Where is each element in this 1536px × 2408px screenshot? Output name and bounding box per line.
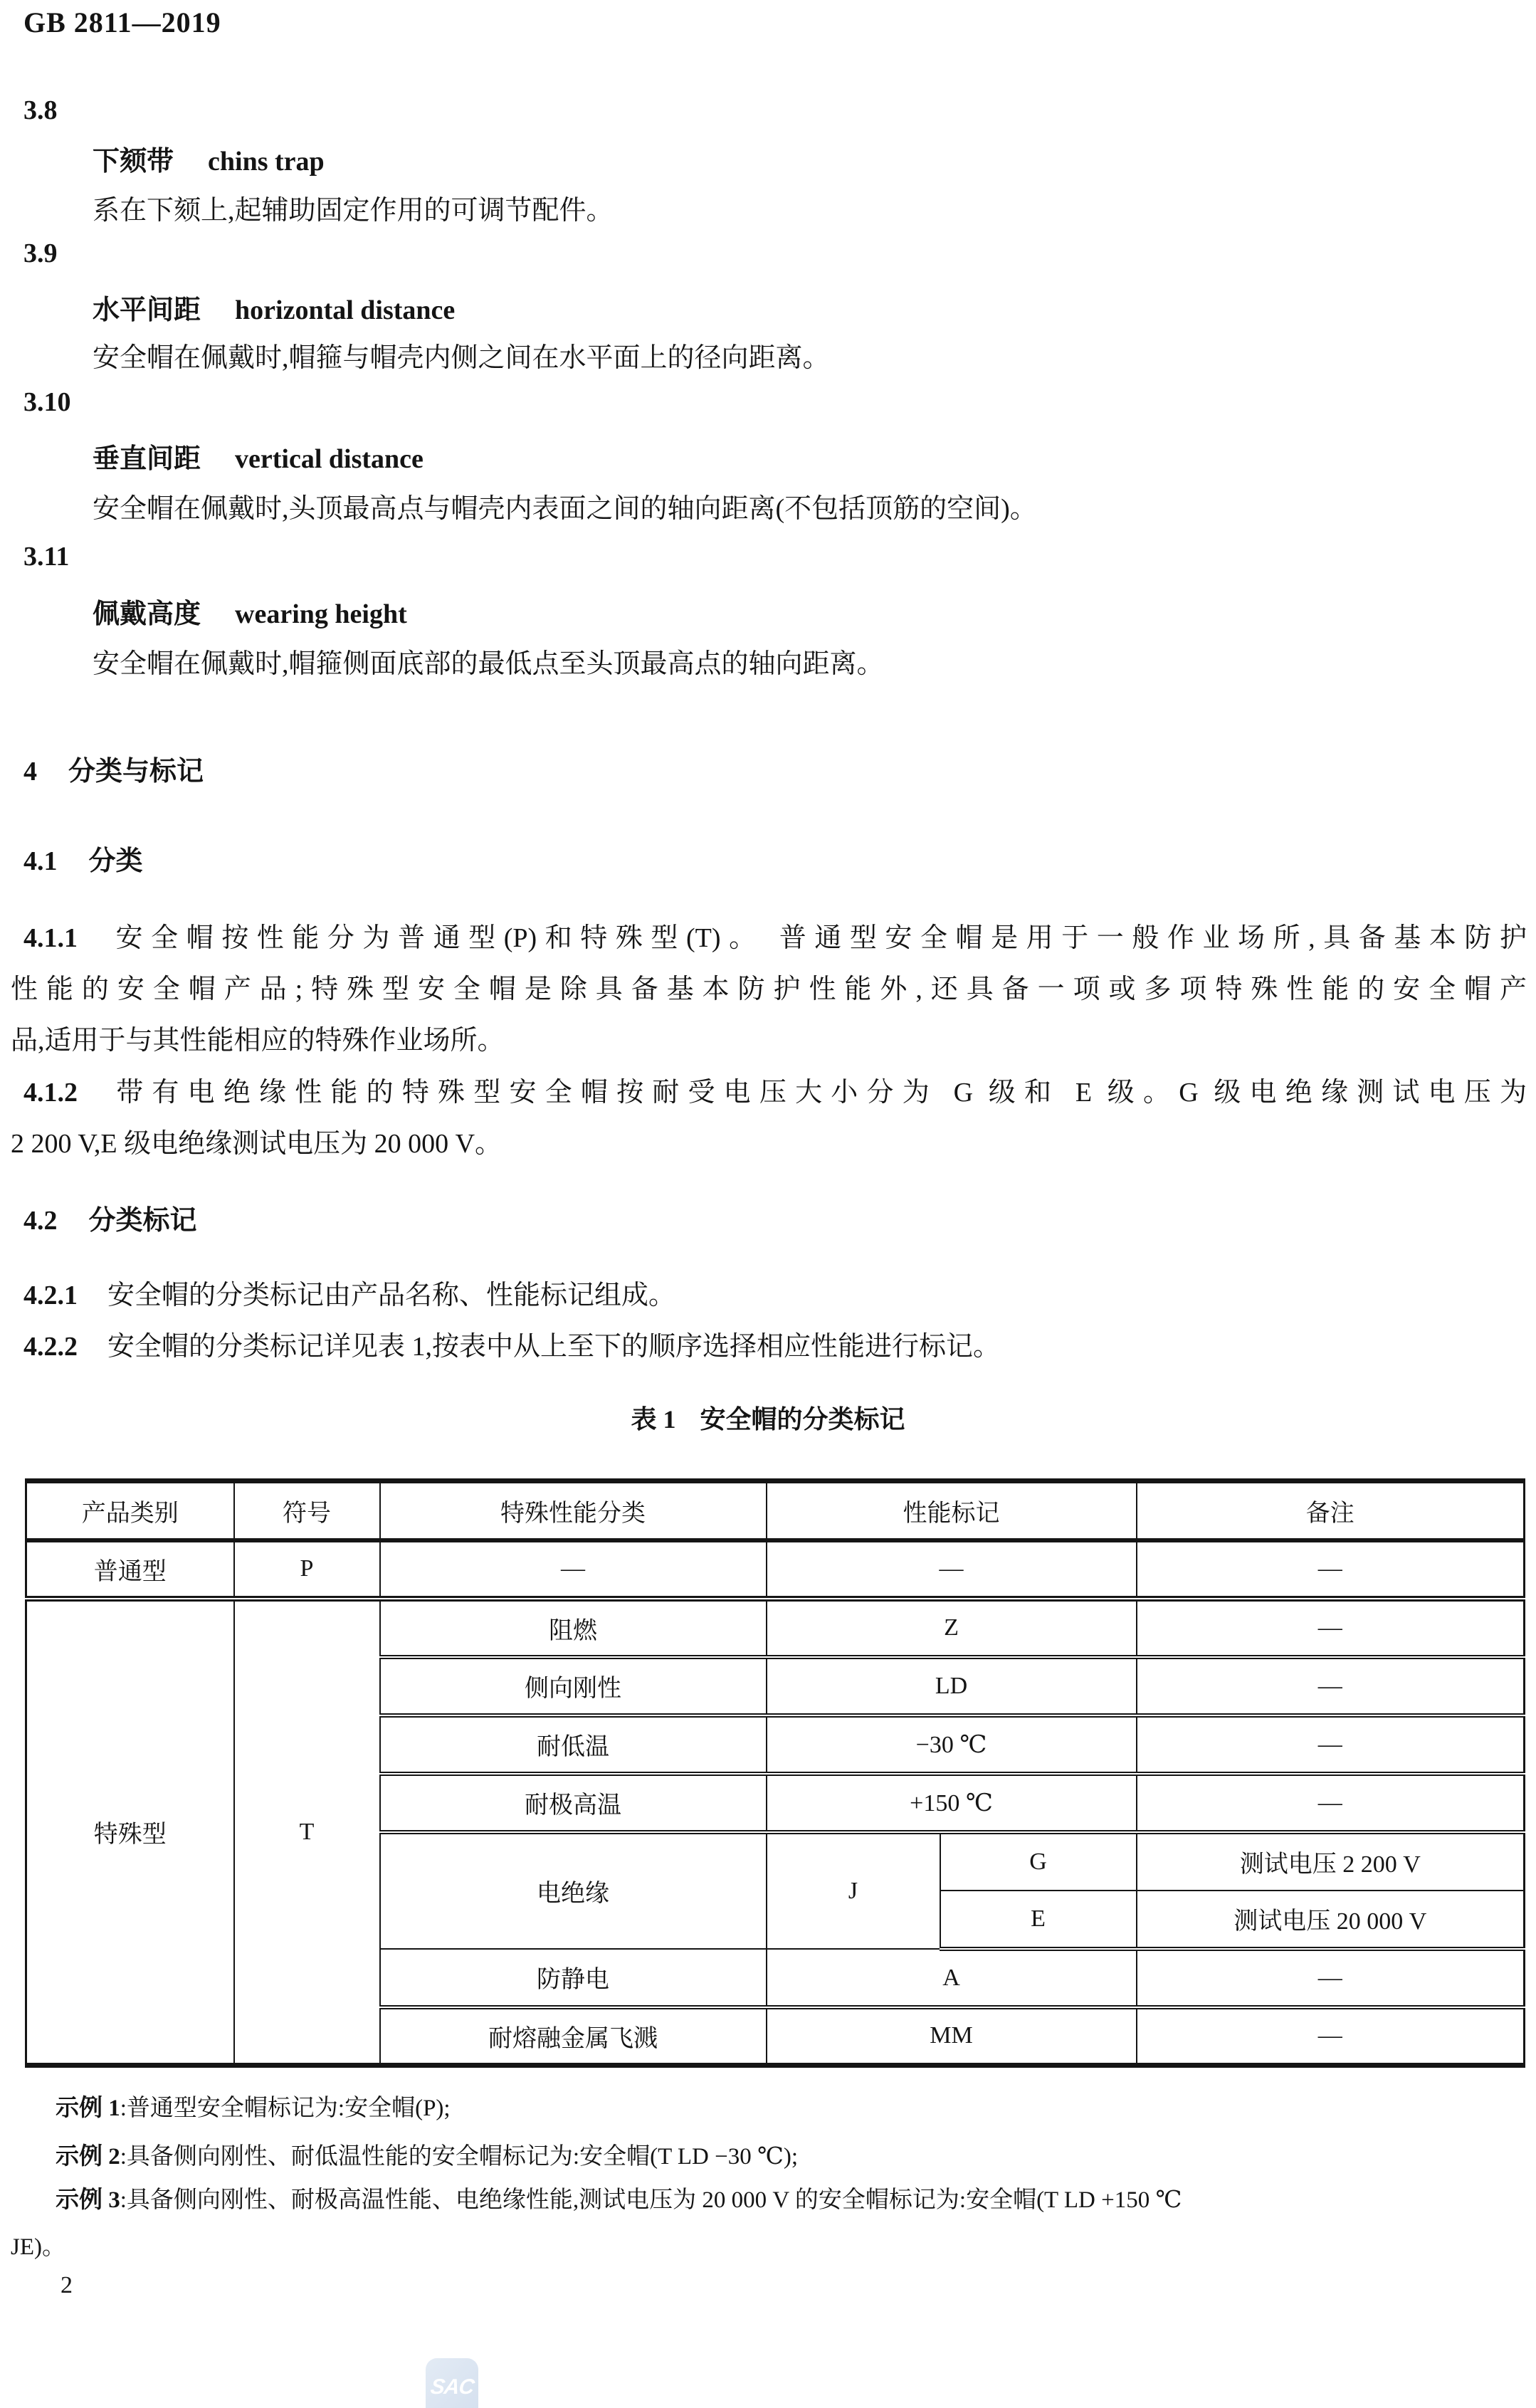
cell-class: —	[380, 1540, 767, 1599]
cell-grade-g: G	[940, 1832, 1137, 1891]
term-en: horizontal distance	[235, 295, 456, 325]
paragraph-4-2-2	[23, 1324, 1527, 1363]
cell-note: —	[1137, 2007, 1525, 2066]
clause-heading-4	[23, 749, 204, 788]
cell-note: —	[1137, 1599, 1525, 1657]
term-en: chins trap	[208, 147, 325, 177]
example-line-2	[56, 2138, 798, 2171]
sac-watermark	[426, 2358, 478, 2408]
clause-title: 分类与标记	[68, 757, 204, 787]
cell-class: 防静电	[380, 1949, 767, 2007]
table-caption	[0, 1399, 1536, 1436]
example-line-3	[56, 2181, 1182, 2214]
term-en: vertical distance	[235, 444, 424, 474]
clause-heading-4-2	[23, 1198, 197, 1237]
header-cell-class: 特殊性能分类	[380, 1481, 767, 1540]
clause-number: 4	[23, 757, 37, 787]
table-caption-title: 安全帽的分类标记	[700, 1405, 905, 1434]
example-line-3-continuation: JE)。	[11, 2234, 65, 2260]
clause-heading-4-1	[23, 838, 143, 878]
term-definition-3-11: 安全帽在佩戴时,帽箍侧面底部的最低点至头顶最高点的轴向距离。	[93, 649, 884, 679]
cell-symbol: P	[234, 1540, 380, 1599]
term-title-3-8	[93, 139, 325, 178]
example-label: 示例 2	[56, 2144, 120, 2170]
clause-number: 4.2.2	[23, 1332, 78, 1362]
clause-number: 4.1	[23, 846, 58, 876]
paragraph-4-2-1	[23, 1273, 1527, 1312]
cell-mark: —	[767, 1540, 1137, 1599]
page-number: 2	[61, 2272, 73, 2298]
term-definition-3-8: 系在下颏上,起辅助固定作用的可调节配件。	[93, 196, 614, 226]
paragraph-text: 带有电绝缘性能的特殊型安全帽按耐受电压大小分为 G 级和 E 级。G 级电绝缘测试电压为	[107, 1078, 1527, 1108]
cell-note: —	[1137, 1540, 1525, 1599]
cell-mark: MM	[767, 2007, 1137, 2066]
cell-note: —	[1137, 1949, 1525, 2007]
cell-mark-insulation: J	[767, 1832, 940, 1949]
example-text: :普通型安全帽标记为:安全帽(P);	[120, 2096, 451, 2121]
section-number-3-10: 3.10	[23, 387, 71, 417]
paragraph-4-1-2-line1	[23, 1070, 1527, 1109]
classification-table	[25, 1478, 1525, 2068]
paragraph-text: 安全帽按性能分为普通型(P)和特殊型(T)。 普通型安全帽是用于一般作业场所,具备基本防护	[107, 923, 1527, 953]
cell-note-g: 测试电压 2 200 V	[1137, 1832, 1525, 1891]
cell-note-e: 测试电压 20 000 V	[1137, 1891, 1525, 1949]
term-title-3-9	[93, 288, 455, 327]
term-title-3-11	[93, 592, 407, 631]
sac-watermark-text: SAC	[428, 2375, 475, 2399]
term-en: wearing height	[235, 599, 407, 629]
cell-class-insulation: 电绝缘	[380, 1832, 767, 1949]
paragraph-4-1-1-line1	[23, 915, 1527, 955]
header-cell-symbol: 符号	[234, 1481, 380, 1540]
clause-title: 分类	[88, 846, 143, 876]
header-cell-note: 备注	[1137, 1481, 1525, 1540]
term-title-3-10	[93, 436, 424, 475]
cell-class: 侧向刚性	[380, 1657, 767, 1715]
paragraph-4-1-1-line3: 品,适用于与其性能相应的特殊作业场所。	[11, 1026, 505, 1056]
example-text: :具备侧向刚性、耐低温性能的安全帽标记为:安全帽(T LD −30 ℃);	[120, 2144, 799, 2170]
cell-class: 阻燃	[380, 1599, 767, 1657]
term-definition-3-9: 安全帽在佩戴时,帽箍与帽壳内侧之间在水平面上的径向距离。	[93, 343, 830, 373]
paragraph-text: 安全帽的分类标记详见表 1,按表中从上至下的顺序选择相应性能进行标记。	[107, 1332, 1001, 1362]
clause-number: 4.1.2	[23, 1078, 78, 1108]
example-line-1	[56, 2089, 451, 2123]
clause-number: 4.2.1	[23, 1281, 78, 1310]
cell-grade-e: E	[940, 1891, 1137, 1949]
cell-class: 耐极高温	[380, 1774, 767, 1832]
term-zh: 下颏带	[93, 147, 174, 177]
cell-mark: Z	[767, 1599, 1137, 1657]
section-number-3-11: 3.11	[23, 542, 70, 572]
cell-symbol-special: T	[234, 1599, 380, 2066]
term-zh: 垂直间距	[93, 444, 201, 474]
table-caption-label: 表 1	[631, 1405, 676, 1434]
cell-category: 普通型	[26, 1540, 234, 1599]
cell-mark: A	[767, 1949, 1137, 2007]
cell-class: 耐低温	[380, 1715, 767, 1774]
section-number-3-9: 3.9	[23, 238, 58, 268]
cell-note: —	[1137, 1715, 1525, 1774]
clause-number: 4.2	[23, 1206, 58, 1236]
cell-mark: LD	[767, 1657, 1137, 1715]
table-row-ordinary	[26, 1540, 1525, 1599]
clause-number: 4.1.1	[23, 923, 78, 953]
example-text: :具备侧向刚性、耐极高温性能、电绝缘性能,测试电压为 20 000 V 的安全帽标记为:安全帽(T LD +150 ℃	[120, 2187, 1182, 2213]
cell-note: —	[1137, 1774, 1525, 1832]
section-number-3-8: 3.8	[23, 95, 58, 125]
paragraph-text: 安全帽的分类标记由产品名称、性能标记组成。	[107, 1281, 676, 1310]
term-zh: 佩戴高度	[93, 599, 201, 629]
cell-note: —	[1137, 1657, 1525, 1715]
header-cell-mark: 性能标记	[767, 1481, 1137, 1540]
paragraph-4-1-1-line2: 性能的安全帽产品;特殊型安全帽是除具备基本防护性能外,还具备一项或多项特殊性能的安全帽产	[11, 974, 1527, 1004]
term-zh: 水平间距	[93, 295, 201, 325]
cell-class: 耐熔融金属飞溅	[380, 2007, 767, 2066]
table-row-flame-retardant	[26, 1599, 1525, 1657]
example-label: 示例 3	[56, 2187, 120, 2213]
cell-category-special: 特殊型	[26, 1599, 234, 2066]
table-header-row	[26, 1481, 1525, 1540]
example-label: 示例 1	[56, 2096, 120, 2121]
cell-mark: −30 ℃	[767, 1715, 1137, 1774]
clause-title: 分类标记	[88, 1206, 197, 1236]
paragraph-4-1-2-line2: 2 200 V,E 级电绝缘测试电压为 20 000 V。	[11, 1129, 503, 1159]
cell-mark: +150 ℃	[767, 1774, 1137, 1832]
standard-code-header: GB 2811—2019	[23, 6, 221, 38]
header-cell-category: 产品类别	[26, 1481, 234, 1540]
term-definition-3-10: 安全帽在佩戴时,头顶最高点与帽壳内表面之间的轴向距离(不包括顶筋的空间)。	[93, 494, 1037, 524]
